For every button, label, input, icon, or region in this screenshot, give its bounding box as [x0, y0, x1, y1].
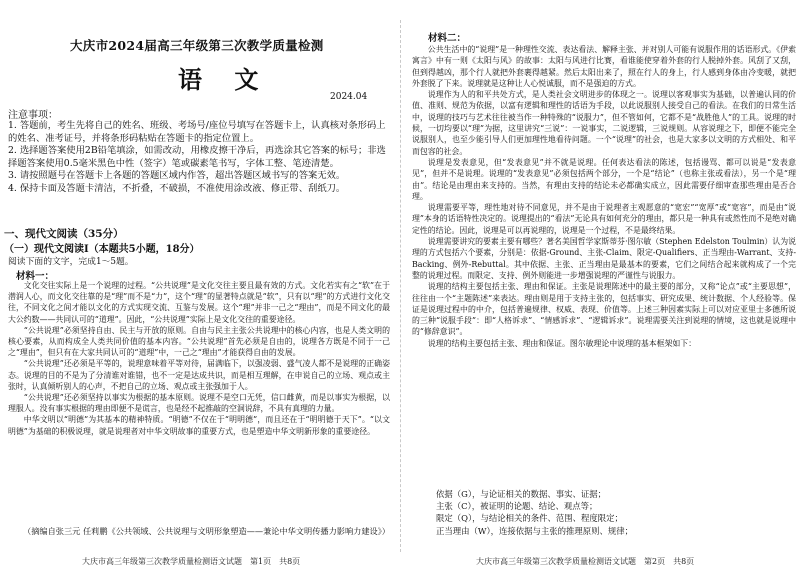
citation: （摘编自张三元 任莉鹏《公共领域、公共说理与文明形象塑造——兼论中华文明传播力影响力建设》）	[23, 526, 390, 536]
definition-item: 主张（C），被证明的论题、结论、观点等；	[436, 501, 598, 512]
paragraph: 说理的结构主要包括主张、理由和保证。主张是说理陈述中的最主要的部分，又称“论点”或“主要思想”，往往由一个“主题陈述”来表达。理由则是用于支持主张的，包括事实、研究成果、统计数据、个人经验等。保证是说理过程中的中介，包括普遍规律、权威、表现、价值等。上述三种因素实际上可以对应亚里士多德所说的三种“说服手段”：即“人格诉求”、“情感诉求”、“逻辑诉求”。说理需要关注到说理的情境，这也就是说理中的“修辞意识”。	[412, 282, 796, 337]
notice-list	[8, 120, 388, 196]
material-two-label: 材料二：	[428, 33, 467, 44]
section-heading: 一、现代文阅读（35分）	[4, 228, 124, 240]
material-two-text	[412, 44, 796, 349]
paragraph: 说理是发表意见，但“发表意见”并不就是说理。任何表达看法的陈述，包括谩骂、都可以说是“发表意见”，但并不是说理。说理的“发表意见”必须包括两个部分，一个是“结论”（也称主张或看法），另一个是“理由”。结论是由理由来支持的。当然，有理由支持的结论未必都确实成立，因此需要仔细审查那些理由是否合理。	[412, 157, 796, 201]
notice-item: 1. 答题前，考生先将自己的姓名、班级、考场号/座位号填写在答题卡上，认真核对条形码上的姓名、准考证号，并将条形码粘贴在答题卡的指定位置上。	[8, 120, 386, 144]
definition-item: 依据（G），与论证相关的数据、事实、证据；	[436, 489, 606, 499]
paragraph: “公共说理”还必须坚持以事实为根据的基本原则。说理不是空口无凭，信口雌黄，而是以事实为根据，以理服人。没有事实根据的理由即便不是谎言，也是经不起推敲的空洞说辞，不具有真理的力量。	[8, 393, 390, 414]
page-footer: 大庆市高三年级第三次教学质量检测语文试题 第2页 共8页	[476, 557, 695, 566]
notice-item: 3. 请按照题号在答题卡上各题的答题区域内作答，超出答题区域书写的答案无效。	[8, 170, 346, 182]
notice-heading: 注意事项：	[8, 110, 58, 121]
question-heading: （一）现代文阅读Ⅰ（本题共5小题，18分）	[4, 244, 200, 255]
page-footer: 大庆市高三年级第三次教学质量检测语文试题 第1页 共8页	[82, 557, 301, 566]
paragraph: “公共说理”必须坚持自由、民主与开放的原则。自由与民主主张公共说理中的核心内容，也是人类文明的核心要素，从而构成全人类共同价值的基本内容。“公共说理”首先必须是自由的，说理各方既是不同于一己之“理由”，但只有在大家共同认可的“道理”中，一己之“理由”才能获得自由的发展。	[8, 325, 390, 358]
paragraph: 说理需要讲究的要素主要有哪些？著名美国哲学家斯蒂芬·图尔敏（Stephen Edelston Toulmin）认为说理的方式包括六个要素，分别是：依据-Ground、主张-Claim、限定-Qualifiers、正当理由-Warrant、支持-Backing、例外-Rebuttal。其中依据、主张、正当理由是最基本的要素，它们之间结合起来就构成了一个完整的说理过程。而限定、支持、例外则能进一步增强说理的严谨性与说服力。	[412, 237, 796, 280]
paragraph: 说理作为人的和平共处方式，是人类社会文明进步的体现之一。说理以客观事实为基础，以普遍认同的价值、准则、规范为依据，以富有逻辑和理性的话语为手段，以此说服别人接受自己的看法。在我们的日常生活中，说理的技巧与艺术往往被当作一种特殊的“说服力”，但不管如何，它都不是“战胜他人”的工具。说理的时候，一切均要以“理”为据，这里讲究“三说”：一说事实，二说逻辑，三说规则。从容说理之下，即便不能完全说服别人，也至少能引导人们更加理性地看待问题。一个“说理”的社会，也是大家多以文明的方式相处、和平而包容的社会。	[412, 90, 796, 156]
notice-item: 4. 保持卡面及答题卡清洁，不折叠，不破损，不准使用涂改液、修正带、刮纸刀。	[8, 182, 346, 194]
paragraph: 说理需要平等，理性地对待不同意见，并不是由于说理者主观愿意的“宽宏”“宽厚”或“宽容”，而是由“说理”本身的话语特性决定的。说理提出的“看法”无论具有如何充分的理由，都只是一种具有或然性而不是绝对确定性的结论。因此，说理是可以再说理的，说理是一个过程，不是最终结果。	[412, 203, 796, 235]
page-right	[408, 0, 800, 574]
exam-date: 2024.04	[330, 92, 368, 102]
paragraph: 文化交往实际上是一个说理的过程。“公共说理”是文化交往主要且最有效的方式。文化若实有之“软”在于潜润人心，而文化交往靠的是“理”而不是“力”，这个“理”的显著特点就是“软”，只有以“理”的方式进行文化交往，不同文化之间才能以文化的方式实现交流、互鉴与发展。这个“理”并非一己之“理由”，而是不同文化的最大公约数——共同认可的“道理”。因此，“公共说理”实际上是文化交往的重要途径。	[8, 281, 390, 324]
paragraph: 公共生活中的“说理”是一种理性交流、表达看法、解释主张、并对别人可能有说服作用的话语形式。《伊索寓言》中有一则《太阳与风》的故事：太阳与风进行比赛，看谁能使穿着外套的行人脱掉外套。风刮了又刮，但到得越凶，那个行人就把外套裹得越紧。然后太阳出来了，照在行人的身上，行人感到身体由冷变暖，就把外套脱了下来。说理就是这种让人心悦诚服，而不是强迫的方式。	[412, 45, 796, 88]
material-one-label: 材料一：	[16, 271, 55, 282]
page-left	[0, 0, 392, 574]
material-one-text	[8, 280, 390, 437]
definition-item: 限定（Q），与结论相关的条件、范围、程度限定；	[436, 513, 623, 524]
subject-title: 语 文	[178, 65, 271, 94]
definition-item: 正当理由（W），连接依据与主张的推理原则、规律；	[436, 525, 634, 536]
paragraph: “公共说理”还必须是平等的，说理意味着平等对待，届满临下，以强凌弱、盛气凌人都不是说理的正确姿态。说理的目的不是为了分清谁对谁错，也不一定是达成共识，而是相互理解，在申说自己的立场、观点或主张时，认真倾听别人的心声，不把自己的立场、观点或主张强加于人。	[8, 359, 390, 391]
page-divider	[400, 20, 401, 552]
paragraph: 中华文明以“明德”为其基本的精神特质。“明德”不仅在于“明明德”，而且还在于“明明德于天下”。“以文明德”为基础的积极说理，就是说理者对中华文明故事的重要方式，也是塑造中华文明新形象的重要途径。	[8, 415, 390, 436]
reading-instruction: 阅读下面的文字，完成1～5题。	[8, 257, 134, 267]
paragraph: 说理的结构主要包括主张、理由和保证。图尔敏理论中说理的基本框架如下：	[427, 338, 697, 348]
toulmin-definitions	[436, 488, 796, 537]
exam-title: 大庆市2024届高三年级第三次教学质量检测	[70, 38, 324, 53]
notice-item: 2. 选择题答案使用2B铅笔填涂，如需改动，用橡皮擦干净后，再选涂其它答案的标号；非选择题答案使用0.5毫米黑色中性（签字）笔或碳素笔书写，字体工整、笔迹清楚。	[8, 145, 386, 169]
